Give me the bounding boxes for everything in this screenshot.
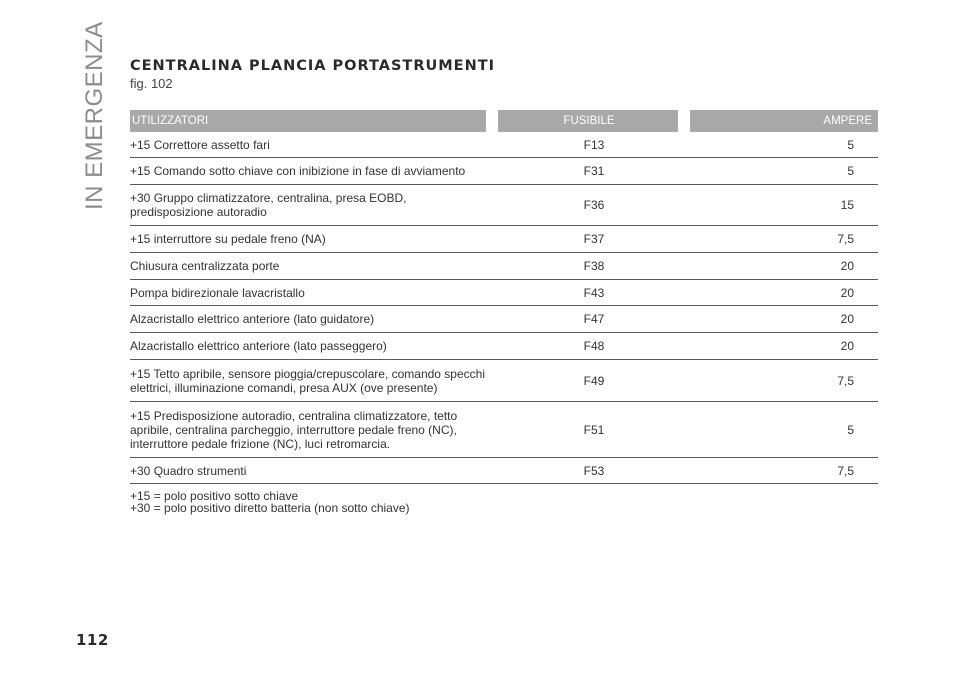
cell-fuse: F43 — [583, 285, 605, 300]
cell-amp: 7,5 — [837, 232, 854, 246]
table-row — [130, 158, 878, 185]
cell-amp: 15 — [840, 198, 854, 212]
table-row — [130, 360, 878, 402]
fuse-table — [130, 110, 878, 484]
cell-user: +15 Predisposizione autoradio, centralina climatizzatore, tetto apribile, centralina parcheggio, interruttore pedale freno (NC), interruttore pedale frizione (NC), luci retromarcia. — [130, 408, 458, 451]
cell-fuse: F13 — [583, 137, 605, 152]
cell-user: +30 Quadro strumenti — [130, 463, 247, 478]
cell-fuse: F38 — [583, 259, 605, 273]
table-row — [130, 253, 878, 280]
page-number: 112 — [76, 631, 109, 649]
footnote-plus30: +30 = polo positivo diretto batteria (non sotto chiave) — [130, 501, 410, 515]
cell-amp: 20 — [840, 312, 854, 326]
cell-fuse: F31 — [583, 164, 605, 178]
table-row — [130, 132, 878, 158]
section-side-title: IN EMERGENZA — [81, 21, 108, 210]
footnote-plus15: +15 = polo positivo sotto chiave — [130, 489, 299, 503]
footnotes — [130, 490, 410, 514]
table-row — [130, 185, 878, 226]
table-header — [130, 110, 878, 132]
table-row — [130, 402, 878, 458]
header-fusibile: FUSIBILE — [498, 110, 678, 132]
cell-fuse: F51 — [583, 422, 605, 437]
figure-reference: fig. 102 — [130, 76, 173, 91]
cell-user: +15 Tetto apribile, sensore pioggia/crepuscolare, comando specchi elettrici, illuminazione comandi, presa AUX (ove presente) — [130, 366, 485, 395]
cell-user: +15 Comando sotto chiave con inibizione in fase di avviamento — [130, 164, 466, 178]
cell-user: +15 Correttore assetto fari — [130, 137, 270, 152]
cell-amp: 7,5 — [837, 463, 854, 478]
cell-amp: 5 — [847, 164, 854, 178]
cell-amp: 20 — [840, 259, 854, 273]
cell-user: Pompa bidirezionale lavacristallo — [130, 285, 305, 300]
cell-fuse: F47 — [583, 312, 605, 326]
header-ampere: AMPERE — [690, 110, 878, 132]
table-row — [130, 458, 878, 484]
header-utilizzatori: UTILIZZATORI — [130, 110, 486, 132]
page-title: CENTRALINA PLANCIA PORTASTRUMENTI — [130, 58, 496, 74]
cell-user: Alzacristallo elettrico anteriore (lato guidatore) — [130, 312, 375, 326]
cell-fuse: F36 — [583, 198, 605, 212]
cell-user: Chiusura centralizzata porte — [130, 259, 280, 273]
cell-amp: 5 — [847, 137, 854, 152]
cell-amp: 5 — [847, 422, 854, 437]
cell-fuse: F49 — [583, 373, 605, 388]
cell-user: +15 interruttore su pedale freno (NA) — [130, 232, 326, 246]
table-row — [130, 280, 878, 306]
table-row — [130, 306, 878, 333]
cell-user: Alzacristallo elettrico anteriore (lato passeggero) — [130, 339, 387, 353]
cell-fuse: F48 — [583, 339, 605, 353]
table-row — [130, 226, 878, 253]
table-row — [130, 333, 878, 360]
cell-fuse: F37 — [583, 232, 605, 246]
cell-amp: 20 — [840, 285, 854, 300]
cell-user: +30 Gruppo climatizzatore, centralina, presa EOBD, predisposizione autoradio — [130, 191, 407, 219]
cell-amp: 7,5 — [837, 373, 854, 388]
cell-fuse: F53 — [583, 463, 605, 478]
cell-amp: 20 — [840, 339, 854, 353]
